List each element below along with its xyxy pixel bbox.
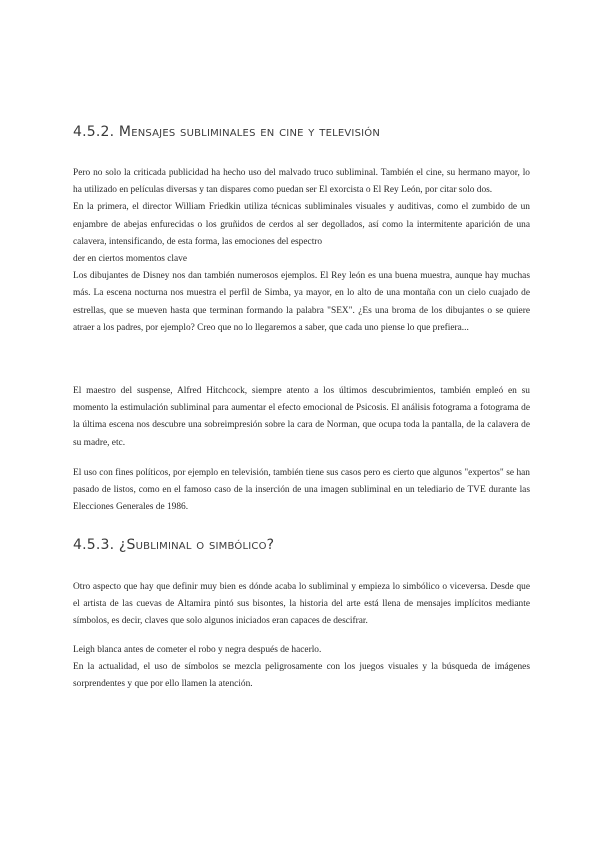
paragraph-fragment-clave: der en ciertos momentos clave [73, 254, 188, 265]
section-heading-mensajes-subliminales: 4.5.2. Mensajes subliminales en cine y televisión [73, 124, 381, 140]
paragraph-uso-politico: El uso con fines políticos, por ejemplo en televisión, también tiene sus casos pero es cierto que algunos "expertos" se han pasado de listos, como en el famoso caso de la inserción de una imagen subliminal en un telediario de TVE durante las Elecciones Generales de 1986. [73, 468, 530, 513]
section-body-leigh [73, 642, 530, 694]
paragraph-exorcista: En la primera, el director William Friedkin utiliza técnicas subliminales visuales y auditivas, como el zumbido de un enjambre de abejas enfurecidas o los gruñidos de cerdos al ser degollados, así como la intermitente aparición de una calavera, intensificando, de esta forma, las emociones del espectro [73, 202, 530, 247]
section-body-simbolico [73, 579, 530, 631]
paragraph-hitchcock-psicosis: El maestro del suspense, Alfred Hitchcock, siempre atento a los últimos descubrimientos, también empleó en su momento la estimulación subliminal para aumentar el efecto emocional de Psicosis. El análisis fotograma a fotograma de la última escena nos descubre una sobreimpresión sobre la cara de Norman, que ocupa toda la pantalla, de la calavera de su madre, etc. [73, 386, 530, 448]
section-body-cine-tv [73, 165, 530, 337]
section-heading-subliminal-simbolico: 4.5.3. ¿Subliminal o simbólico? [73, 537, 275, 553]
paragraph-actualidad-simbolos: En la actualidad, el uso de símbolos se mezcla peligrosamente con los juegos visuales y la búsqueda de imágenes sorprendentes y que por ello llamen la atención. [73, 662, 530, 690]
section-body-politica [73, 465, 530, 517]
paragraph-disney-rey-leon: Los dibujantes de Disney nos dan también numerosos ejemplos. El Rey león es una buena muestra, aunque hay muchas más. La escena nocturna nos muestra el perfil de Simba, ya mayor, en lo alto de una montaña con un cielo cuajado de estrellas, que se mueven hasta que terminan formando la palabra "SEX". ¿Es una broma de los dibujantes o se quiere atraer a los padres, por ejemplo? Creo que no lo llegaremos a saber, que cada uno piense lo que prefiera... [73, 271, 530, 333]
paragraph-publicidad-cine: Pero no solo la criticada publicidad ha hecho uso del malvado truco subliminal. También el cine, su hermano mayor, lo ha utilizado en películas diversas y tan dispares como puedan ser El exorcista o El Rey León, por citar solo dos. [73, 168, 530, 196]
section-body-hitchcock [73, 383, 530, 452]
paragraph-altamira-simbolos: Otro aspecto que hay que definir muy bien es dónde acaba lo subliminal y empieza lo simbólico o viceversa. Desde que el artista de las cuevas de Altamira pintó sus bisontes, la historia del arte está llena de mensajes implícitos mediante símbolos, es decir, claves que solo algunos iniciados eran capaces de descifrar. [73, 582, 530, 627]
paragraph-leigh: Leigh blanca antes de cometer el robo y negra después de hacerlo. [73, 645, 322, 655]
